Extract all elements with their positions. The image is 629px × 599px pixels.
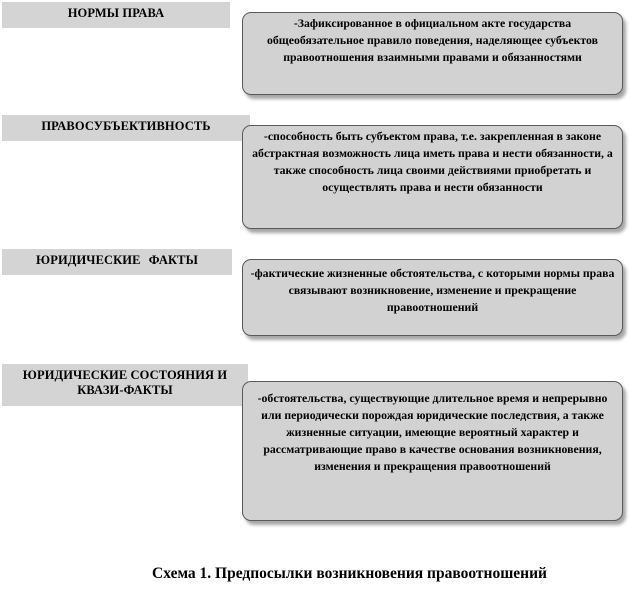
- term-label-legal-personality: ПРАВОСУБЪЕКТИВНОСТЬ: [2, 115, 250, 141]
- definition-box-legal-personality: -способность быть субъектом права, т.е. закрепленная в законе абстрактная возможность лица иметь права и нести обязанности, а также способность лица своими действиями приобретать и осуществлять права и нести обязанности: [242, 125, 623, 229]
- definition-box-legal-facts: -фактические жизненные обстоятельства, с которыми нормы права связывают возникновение, изменение и прекращение правоотношений: [242, 259, 623, 336]
- term-label-legal-norms: НОРМЫ ПРАВА: [2, 2, 230, 28]
- term-label-legal-states-quasi-facts: ЮРИДИЧЕСКИЕ СОСТОЯНИЯ И КВАЗИ-ФАКТЫ: [2, 364, 248, 406]
- definition-box-legal-states-quasi-facts: -обстоятельства, существующие длительное время и непрерывно или периодически порождая юридические последствия, а также жизненные ситуации, имеющие вероятный характер и рассматривающие право в качестве основания возникновения, изменения и прекращения правоотношений: [242, 381, 623, 521]
- figure-caption: Схема 1. Предпосылки возникновения правоотношений: [152, 565, 547, 582]
- definition-box-legal-norms: -Зафиксированное в официальном акте государства общеобязательное правило поведения, наделяющее субъектов правоотношения взаимными правами и обязанностями: [242, 12, 623, 95]
- term-label-legal-facts: ЮРИДИЧЕСКИЕ ФАКТЫ: [2, 249, 232, 275]
